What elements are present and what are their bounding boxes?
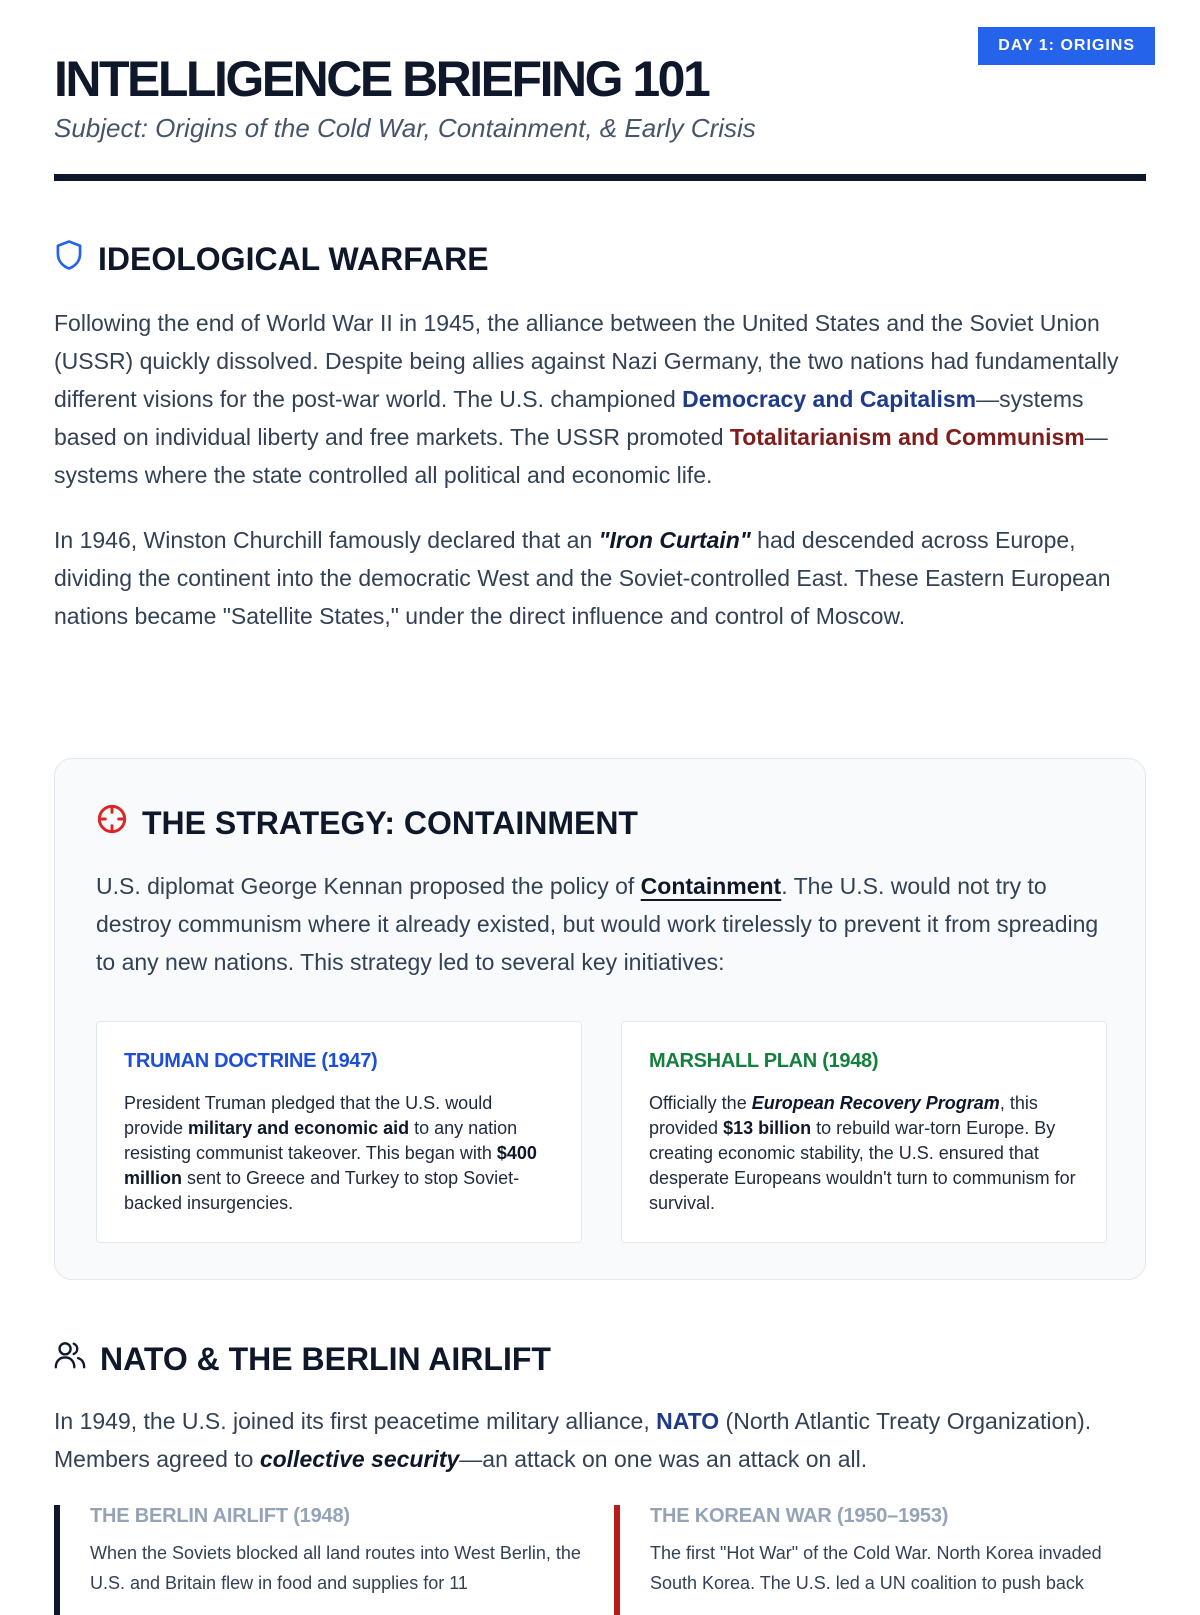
truman-doctrine-title: TRUMAN DOCTRINE (1947) (124, 1050, 378, 1072)
truman-doctrine-body (124, 1091, 554, 1216)
nato-section (54, 1340, 1146, 1478)
nato-p-text-b: (North Atlantic Treaty Organization). Members agreed to (54, 1408, 1092, 1472)
containment-p-text-b: . The U.S. would not try to destroy communism where it already existed, but would work tirelessly to prevent it from spreading to any new nations. This strategy led to several key initiatives: (96, 873, 1099, 975)
page-subtitle: Subject: Origins of the Cold War, Containment, & Early Crisis (54, 113, 756, 143)
ideological-p2-text-b: had descended across Europe, dividing the continent into the democratic West and the Soviet-controlled East. These Eastern European nations became "Satellite States," under the direct influence and control of Moscow. (54, 527, 1111, 629)
nato-heading (54, 1340, 1146, 1378)
nato-p-text-c: —an attack on one was an attack on all. (459, 1446, 868, 1472)
crosshair-icon (96, 803, 128, 843)
nato-term: NATO (656, 1408, 720, 1434)
truman-text-a: President Truman pledged that the U.S. would provide (124, 1093, 493, 1138)
collective-security-term: collective security (259, 1446, 460, 1472)
containment-p-text-a: U.S. diplomat George Kennan proposed the policy of (96, 873, 641, 899)
marshall-amount: $13 billion (723, 1118, 812, 1138)
nato-p-text-a: In 1949, the U.S. joined its first peacetime military alliance, (54, 1408, 657, 1434)
users-icon (54, 1340, 86, 1378)
totalitarianism-communism-term: Totalitarianism and Communism (729, 424, 1085, 450)
ideological-heading-text: IDEOLOGICAL WARFARE (98, 240, 489, 277)
shield-icon (54, 239, 84, 279)
european-recovery-program-term: European Recovery Program (751, 1093, 1000, 1113)
ideological-paragraph-2 (54, 521, 1146, 635)
berlin-airlift-title: THE BERLIN AIRLIFT (1948) (90, 1505, 350, 1527)
marshall-text-b: , this provided (649, 1093, 1038, 1138)
ideological-p1-text-b: —systems based on individual liberty and free markets. The USSR promoted (54, 386, 1084, 450)
korean-war-body: The first "Hot War" of the Cold War. North Korea invaded South Korea. The U.S. led a UN coalition to push back (650, 1543, 1102, 1593)
marshall-plan-title: MARSHALL PLAN (1948) (649, 1050, 879, 1072)
ideological-paragraph-1 (54, 304, 1146, 494)
truman-amount: $400 million (124, 1143, 537, 1188)
page-title: INTELLIGENCE BRIEFING 101 (54, 51, 709, 107)
marshall-plan-body (649, 1091, 1079, 1216)
democracy-capitalism-term: Democracy and Capitalism (682, 386, 977, 412)
truman-aid-term: military and economic aid (188, 1118, 410, 1138)
containment-heading (96, 803, 1104, 843)
containment-term: Containment (640, 873, 782, 899)
truman-text-b: to any nation resisting communist takeover. This began with (124, 1118, 518, 1163)
berlin-airlift-column (54, 1505, 586, 1615)
berlin-airlift-body: When the Soviets blocked all land routes into West Berlin, the U.S. and Britain flew in food and supplies for 11 (90, 1543, 581, 1593)
marshall-plan-card (621, 1021, 1107, 1243)
briefing-page (0, 0, 1200, 635)
ideological-p1-text-a: Following the end of World War II in 1945, the alliance between the United States and the Soviet Union (USSR) quickly dissolved. Despite being allies against Nazi Germany, the two nations had fundamentally different visions for the post-war world. The U.S. championed (54, 310, 1119, 412)
korean-war-column (614, 1505, 1146, 1615)
title-divider (54, 174, 1146, 181)
iron-curtain-term: "Iron Curtain" (598, 527, 751, 553)
containment-paragraph (96, 867, 1104, 981)
containment-heading-text: THE STRATEGY: CONTAINMENT (142, 804, 638, 841)
containment-panel (54, 758, 1146, 1280)
korean-war-title: THE KOREAN WAR (1950–1953) (650, 1505, 949, 1527)
ideological-p1-text-c: —systems where the state controlled all political and economic life. (54, 424, 1108, 488)
marshall-text-a: Officially the (649, 1093, 752, 1113)
nato-paragraph (54, 1402, 1146, 1478)
day-badge: DAY 1: ORIGINS (978, 27, 1155, 65)
ideological-p2-text-a: In 1946, Winston Churchill famously declared that an (54, 527, 599, 553)
nato-heading-text: NATO & THE BERLIN AIRLIFT (100, 1340, 551, 1377)
truman-doctrine-card (96, 1021, 582, 1243)
marshall-text-c: to rebuild war-torn Europe. By creating economic stability, the U.S. ensured that desperate Europeans wouldn't turn to communism for survival. (649, 1118, 1076, 1213)
truman-text-c: sent to Greece and Turkey to stop Soviet-backed insurgencies. (124, 1168, 520, 1213)
ideological-heading (54, 239, 1146, 279)
